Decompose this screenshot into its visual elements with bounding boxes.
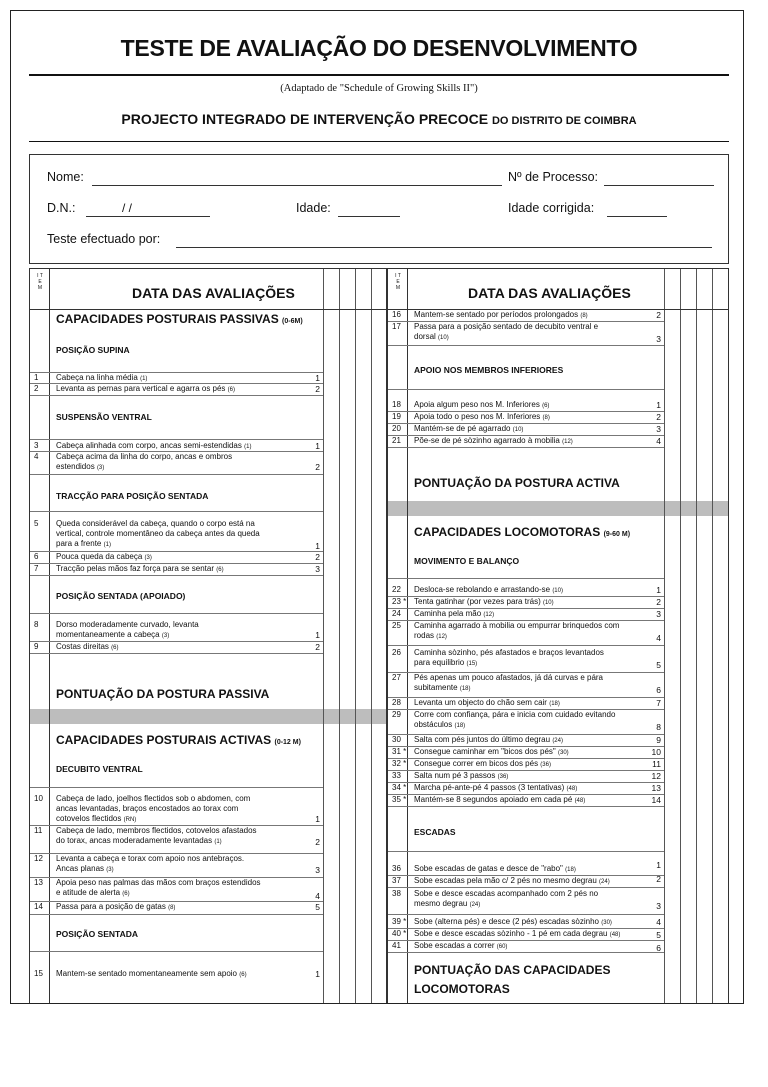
row-rule — [388, 345, 664, 346]
process-field[interactable] — [604, 185, 714, 186]
item-number: 4 — [34, 452, 39, 461]
dob-field[interactable] — [86, 216, 210, 217]
item-number: 6 — [34, 552, 39, 561]
item-text: Sobe (alterna pés) e desce (2 pés) escadas sòzinho (30) — [414, 917, 612, 926]
item-number: 3 — [34, 441, 39, 450]
item-score: 3 — [656, 609, 661, 619]
item-score: 2 — [656, 310, 661, 320]
age-field[interactable] — [338, 216, 400, 217]
item-text: Queda considerável da cabeça, quando o corpo está na vertical, controle momentâneo da cabeça antes da queda para a frente (1) — [56, 519, 260, 548]
item-number: 25 — [392, 621, 401, 630]
item-number: 20 — [392, 424, 401, 433]
item-score: 3 — [315, 564, 320, 574]
item-score: 2 — [656, 874, 661, 884]
item-text: Caminha agarrado à mobilia ou empurrar brinquedos com rodas (12) — [414, 621, 620, 640]
item-number: 36 — [392, 864, 401, 873]
row-rule — [388, 887, 664, 888]
row-rule — [30, 395, 323, 396]
section-divider — [388, 501, 729, 516]
item-text: Mantem-se sentado momentaneamente sem apoio (6) — [56, 969, 247, 978]
row-rule — [388, 578, 664, 579]
item-number: 16 — [392, 310, 401, 319]
item-text: Cabeça na linha média (1) — [56, 373, 148, 382]
item-text: Passa para a posição de gatas (8) — [56, 902, 176, 911]
row-rule — [388, 389, 664, 390]
item-score: 2 — [315, 837, 320, 847]
item-score: 2 — [315, 552, 320, 562]
item-score: 8 — [656, 722, 661, 732]
item-score: 3 — [315, 865, 320, 875]
item-score: 3 — [656, 334, 661, 344]
item-score: 9 — [656, 735, 661, 745]
item-number: 5 — [34, 519, 39, 528]
item-text: Mantem-se sentado por períodos prolongados (8) — [414, 310, 588, 319]
item-text: Cabeça acima da linha do corpo, ancas e ombros estendidos (3) — [56, 452, 233, 471]
row-rule — [30, 575, 323, 576]
item-number: 22 — [392, 585, 401, 594]
tested-by-field[interactable] — [176, 247, 712, 248]
item-text: Põe-se de pé sòzinho agarrado à mobilia (12) — [414, 436, 573, 445]
item-text: Apoia todo o peso nos M. Inferiores (8) — [414, 412, 550, 421]
locomotor-title: CAPACIDADES LOCOMOTORAS (9-60 M) — [414, 525, 631, 539]
item-number: 1 — [34, 373, 39, 382]
item-score: 3 — [656, 424, 661, 434]
item-number: 28 — [392, 698, 401, 707]
item-score: 1 — [656, 400, 661, 410]
passive-title: CAPACIDADES POSTURAIS PASSIVAS (0-6M) — [56, 312, 303, 326]
item-number: 2 — [34, 384, 39, 393]
item-score: 2 — [315, 642, 320, 652]
item-column-line — [407, 269, 408, 1003]
item-text: Salta com pés juntos do último degrau (24) — [414, 735, 563, 744]
row-rule — [30, 613, 323, 614]
item-text: Consegue caminhar em "bicos dos pés" (30) — [414, 747, 569, 756]
item-text: Marcha pé-ante-pé 4 passos (3 tentativas) (48) — [414, 783, 578, 792]
row-rule — [388, 851, 664, 852]
item-score: 10 — [651, 747, 661, 757]
name-label: Nome: — [47, 170, 84, 184]
item-text: Caminha pela mão (12) — [414, 609, 495, 618]
item-letters: I T E M — [395, 273, 401, 291]
item-score: 4 — [315, 891, 320, 901]
item-score: 1 — [315, 814, 320, 824]
item-score: 7 — [656, 698, 661, 708]
date-column-line — [664, 269, 665, 1003]
item-score: 6 — [656, 685, 661, 695]
left-column — [29, 268, 387, 1004]
dob-label: D.N.: — [47, 201, 76, 215]
locomotor-score-label: PONTUAÇÃO DAS CAPACIDADES LOCOMOTORAS — [414, 963, 611, 996]
item-score: 2 — [656, 412, 661, 422]
item-text: Levanta as pernas para vertical e agarra os pés (6) — [56, 384, 236, 393]
item-number: 24 — [392, 609, 401, 618]
item-number: 32 * — [392, 759, 407, 768]
row-rule — [30, 787, 323, 788]
ventral-suspension-heading: SUSPENSÃO VENTRAL — [56, 412, 152, 422]
item-text: Consegue correr em bicos dos pés (36) — [414, 759, 551, 768]
section-divider — [30, 709, 387, 724]
item-number: 39 * — [392, 917, 407, 926]
item-score: 1 — [315, 969, 320, 979]
item-number: 19 — [392, 412, 401, 421]
row-rule — [30, 951, 323, 952]
date-column-line — [339, 269, 340, 1003]
traction-heading: TRACÇÃO PARA POSIÇÃO SENTADA — [56, 491, 209, 501]
form-title: TESTE DE AVALIAÇÃO DO DESENVOLVIMENTO — [120, 35, 638, 61]
item-text: Pouca queda da cabeça (3) — [56, 552, 152, 561]
item-text: Pés apenas um pouco afastados, já dá curvas e pára subitamente (18) — [414, 673, 604, 692]
item-number: 15 — [34, 969, 43, 978]
item-text: Mantém-se 8 segundos apoiado em cada pé (48) — [414, 795, 586, 804]
right-column — [387, 268, 729, 1004]
item-text: Sobe e desce escadas sòzinho - 1 pé em cada degrau (48) — [414, 929, 621, 938]
item-score: 12 — [651, 771, 661, 781]
passive-score-label: PONTUAÇÃO DA POSTURA PASSIVA — [56, 687, 270, 701]
item-score: 13 — [651, 783, 661, 793]
date-column-line — [355, 269, 356, 1003]
active-score-label: PONTUAÇÃO DA POSTURA ACTIVA — [414, 476, 620, 490]
item-number: 12 — [34, 854, 43, 863]
item-text: Cabeça alinhada com corpo, ancas semi-estendidas (1) — [56, 441, 252, 450]
title-rule — [29, 74, 729, 76]
row-rule — [388, 645, 664, 646]
item-score: 2 — [315, 462, 320, 472]
assessment-form — [10, 10, 744, 1004]
lower-limb-heading: APOIO NOS MEMBROS INFERIORES — [414, 365, 564, 375]
date-column-line — [323, 269, 324, 1003]
item-score: 3 — [656, 901, 661, 911]
item-number: 38 — [392, 889, 401, 898]
item-score: 2 — [315, 384, 320, 394]
supported-sitting-heading: POSIÇÃO SENTADA (APOIADO) — [56, 591, 186, 601]
dob-slashes: / / — [122, 201, 133, 215]
item-number: 14 — [34, 902, 43, 911]
item-text: Mantém-se de pé agarrado (10) — [414, 424, 524, 433]
item-number: 10 — [34, 794, 43, 803]
project-name: PROJECTO INTEGRADO DE INTERVENÇÃO PRECOCE DO DISTRITO DE COIMBRA — [121, 111, 637, 127]
row-rule — [30, 439, 323, 440]
date-column-line — [371, 269, 372, 1003]
row-rule — [388, 914, 664, 915]
item-number: 33 — [392, 771, 401, 780]
item-text: Sobe escadas pela mão c/ 2 pés no mesmo degrau (24) — [414, 876, 610, 885]
item-score: 4 — [656, 436, 661, 446]
dates-header: DATA DAS AVALIAÇÕES — [132, 285, 295, 301]
item-text: Desloca-se rebolando e arrastando-se (10) — [414, 585, 563, 594]
project-rule — [29, 141, 729, 142]
item-number: 11 — [34, 826, 43, 835]
row-rule — [30, 474, 323, 475]
row-rule — [388, 952, 664, 953]
item-score: 1 — [656, 585, 661, 595]
item-number: 29 — [392, 710, 401, 719]
item-number: 23 * — [392, 597, 407, 606]
stairs-heading: ESCADAS — [414, 827, 456, 837]
supine-heading: POSIÇÃO SUPINA — [56, 345, 130, 355]
item-text: Tracção pelas mãos faz força para se sentar (6) — [56, 564, 224, 573]
item-score: 5 — [315, 902, 320, 912]
item-number: 40 * — [392, 929, 407, 938]
item-text: Levanta a cabeça e torax com apoio nos antebraços. Ancas planas (3) — [56, 854, 245, 873]
prone-heading: DECUBITO VENTRAL — [56, 764, 143, 774]
item-text: Costas direitas (6) — [56, 642, 119, 651]
item-score: 4 — [656, 917, 661, 927]
row-rule — [30, 511, 323, 512]
item-score: 14 — [651, 795, 661, 805]
item-number: 7 — [34, 564, 39, 573]
item-number: 31 * — [392, 747, 407, 756]
item-column-line — [49, 269, 50, 1003]
row-rule — [30, 653, 323, 654]
item-number: 8 — [34, 620, 39, 629]
item-text: Cabeça de lado, joelhos flectidos sob o abdomen, com ancas levantadas, braços encostados ao torax com cotovelos flectidos (RN) — [56, 794, 251, 823]
item-text: Apoia peso nas palmas das mãos com braços estendidos e atitude de alerta (6) — [56, 878, 261, 897]
item-text: Levanta um objecto do chão sem cair (18) — [414, 698, 560, 707]
item-number: 35 * — [392, 795, 407, 804]
item-number: 9 — [34, 642, 39, 651]
item-number: 34 * — [392, 783, 407, 792]
item-score: 6 — [656, 943, 661, 953]
item-score: 2 — [656, 597, 661, 607]
item-number: 26 — [392, 648, 401, 657]
item-text: Salta num pé 3 passos (36) — [414, 771, 509, 780]
date-column-line — [680, 269, 681, 1003]
row-rule — [30, 914, 323, 915]
item-score: 1 — [315, 630, 320, 640]
active-title: CAPACIDADES POSTURAIS ACTIVAS (0-12 M) — [56, 733, 301, 747]
item-number: 30 — [392, 735, 401, 744]
item-number: 13 — [34, 878, 43, 887]
item-number: 18 — [392, 400, 401, 409]
item-number: 37 — [392, 876, 401, 885]
item-text: Sobe escadas de gatas e desce de "rabo" (18) — [414, 864, 576, 873]
date-column-line — [696, 269, 697, 1003]
row-rule — [388, 806, 664, 807]
tested-by-label: Teste efectuado por: — [47, 232, 161, 246]
item-number: 41 — [392, 941, 401, 950]
item-number: 17 — [392, 322, 401, 331]
item-score: 4 — [656, 633, 661, 643]
item-text: Sobe escadas a correr (60) — [414, 941, 508, 950]
item-score: 11 — [652, 759, 661, 769]
item-text: Tenta gatinhar (por vezes para trás) (10) — [414, 597, 554, 606]
item-text: Caminha sòzinho, pés afastados e braços levantados para equilibrio (15) — [414, 648, 604, 667]
sitting-heading: POSIÇÃO SENTADA — [56, 929, 139, 939]
item-text: Passa para a posição sentado de decubito ventral e dorsal (10) — [414, 322, 599, 341]
movement-heading: MOVIMENTO E BALANÇO — [414, 556, 520, 566]
item-text: Corre com confiança, pára e inicia com cuidado evitando obstáculos (18) — [414, 710, 616, 729]
item-score: 1 — [315, 441, 320, 451]
item-score: 5 — [656, 660, 661, 670]
process-label: Nº de Processo: — [508, 170, 599, 184]
item-score: 1 — [315, 373, 320, 383]
dates-header: DATA DAS AVALIAÇÕES — [468, 285, 631, 301]
corrected-age-label: Idade corrigida: — [508, 201, 595, 215]
form-subtitle: (Adaptado de "Schedule of Growing Skills II") — [280, 83, 478, 94]
item-text: Sobe e desce escadas acompanhado com 2 pés no mesmo degrau (24) — [414, 889, 599, 908]
item-text: Dorso moderadamente curvado, levanta momentaneamente a cabeça (3) — [56, 620, 199, 639]
identification-box — [29, 154, 729, 264]
corrected-age-field[interactable] — [607, 216, 667, 217]
item-number: 21 — [392, 436, 401, 445]
item-text: Cabeça de lado, membros flectidos, cotovelos afastados do torax, ancas moderadamente levantadas (1) — [56, 826, 257, 845]
date-column-line — [712, 269, 713, 1003]
age-label: Idade: — [296, 201, 331, 215]
item-letters: I T E M — [37, 273, 43, 291]
item-text: Apoia algum peso nos M. Inferiores (6) — [414, 400, 550, 409]
item-score: 1 — [656, 860, 661, 870]
item-score: 5 — [656, 930, 661, 940]
item-score: 1 — [315, 541, 320, 551]
name-field[interactable] — [92, 185, 502, 186]
row-rule — [388, 447, 664, 448]
item-number: 27 — [392, 673, 401, 682]
header-rule — [30, 309, 386, 310]
